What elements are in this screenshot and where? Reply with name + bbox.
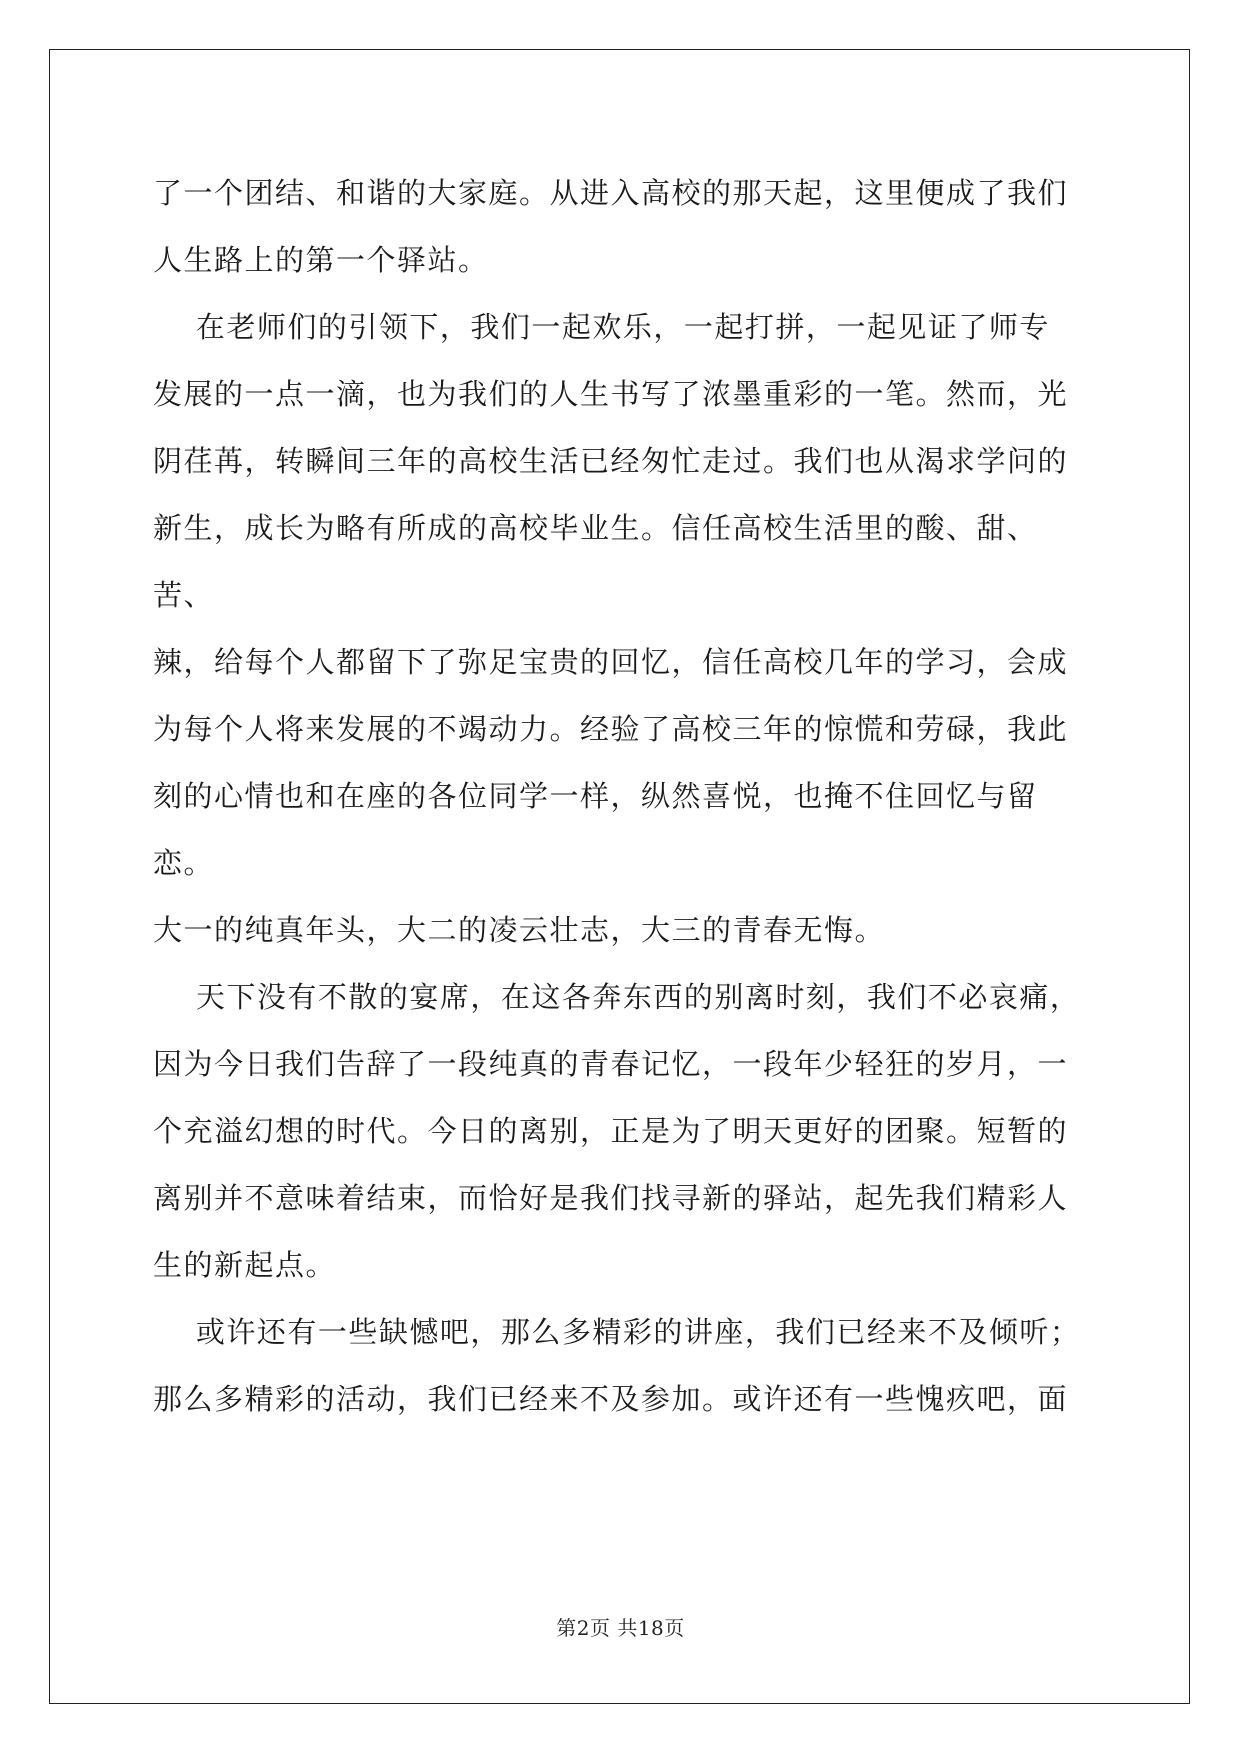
text-line: 了一个团结、和谐的大家庭。从进入高校的那天起，这里便成了我们 — [153, 176, 1069, 210]
text-line: 生的新起点。 — [153, 1248, 337, 1282]
text-line: 发展的一点一滴，也为我们的人生书写了浓墨重彩的一笔。然而，光 — [153, 377, 1069, 411]
text-line: 或许还有一些缺憾吧，那么多精彩的讲座，我们已经来不及倾听； — [153, 1315, 1081, 1349]
text-line: 人生路上的第一个驿站。 — [153, 243, 489, 277]
text-line: 在老师们的引领下，我们一起欢乐，一起打拼，一起见证了师专 — [153, 310, 1050, 344]
page-number-footer: 第2页 共18页 — [556, 1616, 685, 1640]
text-line: 离别并不意味着结束，而恰好是我们找寻新的驿站，起先我们精彩人 — [153, 1181, 1069, 1215]
body-text — [153, 160, 1093, 1433]
text-line: 为每个人将来发展的不竭动力。经验了高校三年的惊慌和劳碌，我此 — [153, 712, 1069, 746]
text-line: 刻的心情也和在座的各位同学一样，纵然喜悦，也掩不住回忆与留恋。 — [153, 779, 1038, 880]
text-line: 辣，给每个人都留下了弥足宝贵的回忆，信任高校几年的学习，会成 — [153, 645, 1069, 679]
text-line: 阴荏苒，转瞬间三年的高校生活已经匆忙走过。我们也从渴求学问的 — [153, 444, 1069, 478]
text-line: 个充溢幻想的时代。今日的离别，正是为了明天更好的团聚。短暂的 — [153, 1114, 1069, 1148]
text-line: 新生，成长为略有所成的高校毕业生。信任高校生活里的酸、甜、苦、 — [153, 511, 1038, 612]
text-line: 大一的纯真年头，大二的凌云壮志，大三的青春无悔。 — [153, 913, 886, 947]
text-line: 那么多精彩的活动，我们已经来不及参加。或许还有一些愧疚吧，面 — [153, 1382, 1069, 1416]
text-line: 因为今日我们告辞了一段纯真的青春记忆，一段年少轻狂的岁月，一 — [153, 1047, 1069, 1081]
text-line: 天下没有不散的宴席，在这各奔东西的别离时刻，我们不必哀痛， — [153, 980, 1081, 1014]
